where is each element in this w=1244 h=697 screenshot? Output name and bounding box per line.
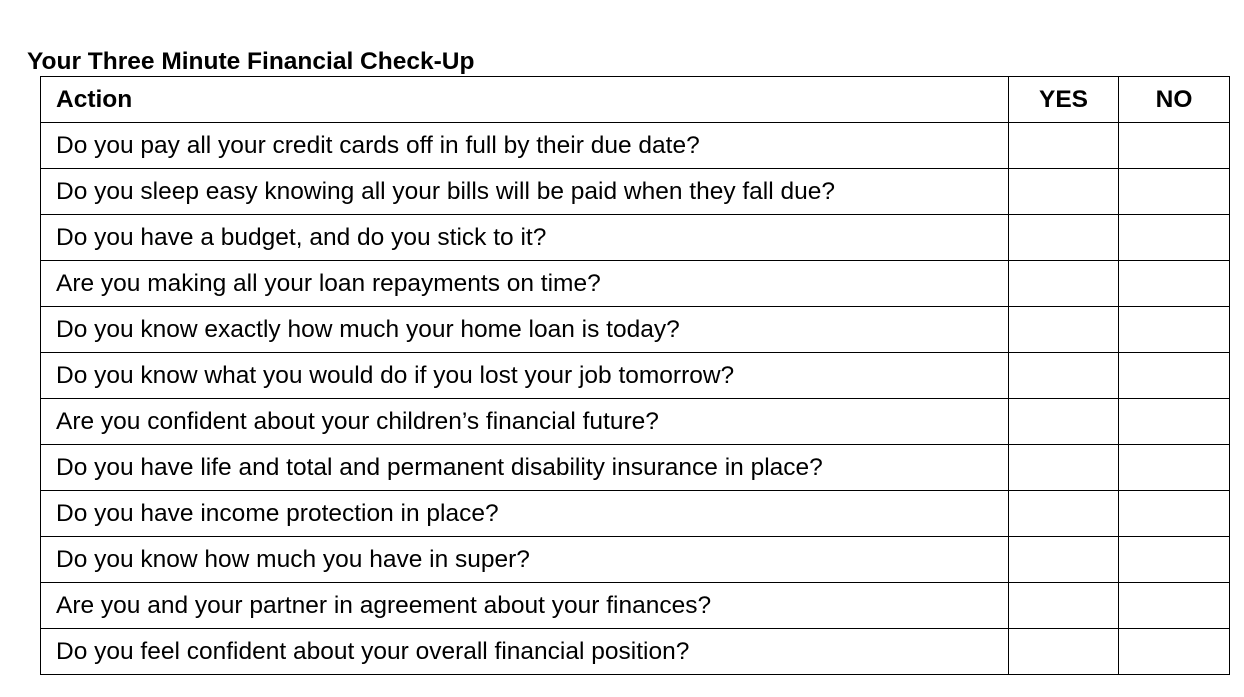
table-row	[41, 399, 1230, 445]
no-checkbox-cell[interactable]	[1119, 399, 1230, 445]
yes-checkbox-cell[interactable]	[1009, 445, 1119, 491]
yes-checkbox-cell[interactable]	[1009, 537, 1119, 583]
question-cell: Do you pay all your credit cards off in full by their due date?	[41, 123, 1009, 169]
yes-checkbox-cell[interactable]	[1009, 169, 1119, 215]
table-row	[41, 445, 1230, 491]
yes-checkbox-cell[interactable]	[1009, 123, 1119, 169]
yes-checkbox-cell[interactable]	[1009, 353, 1119, 399]
question-cell: Are you confident about your children’s financial future?	[41, 399, 1009, 445]
no-checkbox-cell[interactable]	[1119, 169, 1230, 215]
table-row	[41, 537, 1230, 583]
yes-checkbox-cell[interactable]	[1009, 583, 1119, 629]
table-header-row	[41, 77, 1230, 123]
no-checkbox-cell[interactable]	[1119, 629, 1230, 675]
question-cell: Are you making all your loan repayments on time?	[41, 261, 1009, 307]
no-checkbox-cell[interactable]	[1119, 537, 1230, 583]
question-cell: Are you and your partner in agreement about your finances?	[41, 583, 1009, 629]
question-cell: Do you know exactly how much your home loan is today?	[41, 307, 1009, 353]
question-cell: Do you know what you would do if you lost your job tomorrow?	[41, 353, 1009, 399]
question-cell: Do you sleep easy knowing all your bills will be paid when they fall due?	[41, 169, 1009, 215]
question-cell: Do you know how much you have in super?	[41, 537, 1009, 583]
header-action: Action	[41, 77, 1009, 123]
header-no: NO	[1119, 77, 1230, 123]
table-row	[41, 215, 1230, 261]
table-row	[41, 353, 1230, 399]
question-cell: Do you have life and total and permanent disability insurance in place?	[41, 445, 1009, 491]
table-row	[41, 583, 1230, 629]
yes-checkbox-cell[interactable]	[1009, 261, 1119, 307]
question-cell: Do you feel confident about your overall financial position?	[41, 629, 1009, 675]
page-title: Your Three Minute Financial Check-Up	[27, 48, 475, 75]
no-checkbox-cell[interactable]	[1119, 307, 1230, 353]
table-row	[41, 491, 1230, 537]
table-row	[41, 261, 1230, 307]
no-checkbox-cell[interactable]	[1119, 491, 1230, 537]
table-row	[41, 123, 1230, 169]
no-checkbox-cell[interactable]	[1119, 583, 1230, 629]
yes-checkbox-cell[interactable]	[1009, 307, 1119, 353]
yes-checkbox-cell[interactable]	[1009, 399, 1119, 445]
no-checkbox-cell[interactable]	[1119, 353, 1230, 399]
no-checkbox-cell[interactable]	[1119, 215, 1230, 261]
table-row	[41, 629, 1230, 675]
table-row	[41, 169, 1230, 215]
financial-checkup-table	[40, 76, 1230, 675]
question-cell: Do you have a budget, and do you stick to it?	[41, 215, 1009, 261]
question-cell: Do you have income protection in place?	[41, 491, 1009, 537]
yes-checkbox-cell[interactable]	[1009, 215, 1119, 261]
header-yes: YES	[1009, 77, 1119, 123]
no-checkbox-cell[interactable]	[1119, 445, 1230, 491]
no-checkbox-cell[interactable]	[1119, 123, 1230, 169]
table-row	[41, 307, 1230, 353]
yes-checkbox-cell[interactable]	[1009, 629, 1119, 675]
no-checkbox-cell[interactable]	[1119, 261, 1230, 307]
yes-checkbox-cell[interactable]	[1009, 491, 1119, 537]
